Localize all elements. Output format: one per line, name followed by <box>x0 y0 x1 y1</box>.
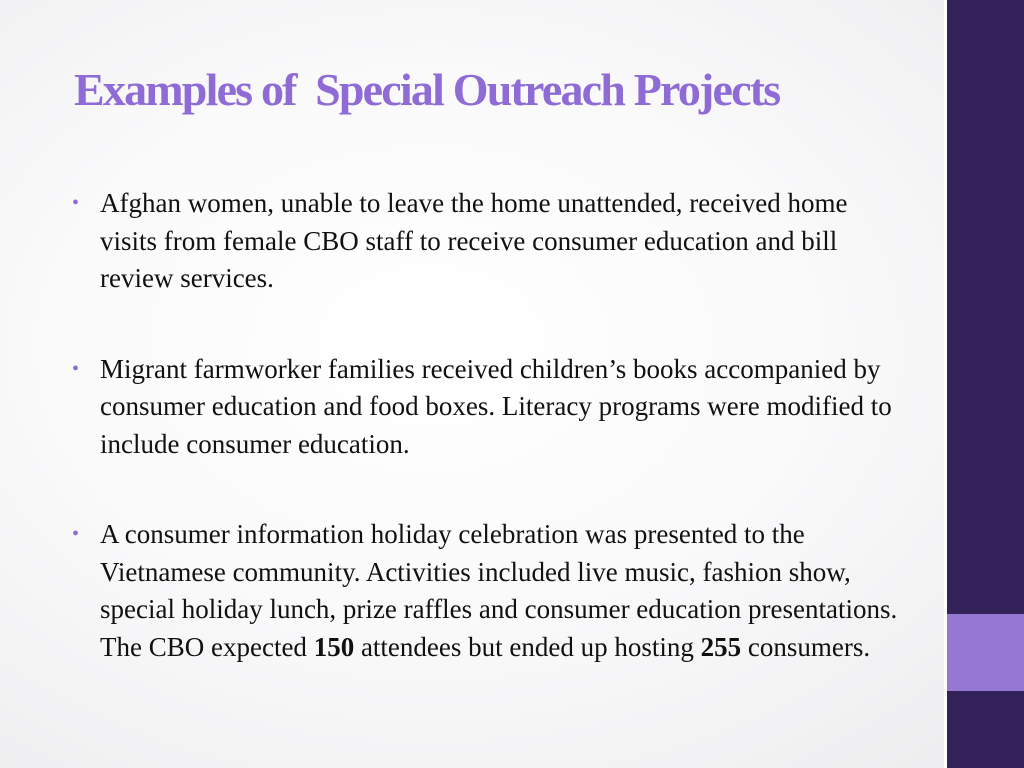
bullet-text-part: consumers. <box>741 631 871 662</box>
bullet-item-migrant-farmworkers <box>70 351 902 464</box>
bullet-text <box>100 519 897 662</box>
bullet-text: Afghan women, unable to leave the home unattended, received home visits from female CBO staff to receive consumer education and bill review services. <box>100 188 848 293</box>
bullet-list <box>70 185 902 719</box>
slide-title: Examples of Special Outreach Projects <box>74 64 780 115</box>
expected-attendees-count: 150 <box>313 631 355 662</box>
bullet-item-holiday-celebration <box>70 516 902 666</box>
bullet-text: Migrant farmworker families received children’s books accompanied by consumer education and food boxes. Literacy programs were modified to include consumer education. <box>100 353 892 459</box>
sidebar-accent-block <box>947 614 1024 691</box>
bullet-dot-icon: • <box>72 357 80 380</box>
bullet-text-part: attendees but ended up hosting <box>354 631 701 662</box>
bullet-dot-icon: • <box>72 523 80 545</box>
bullet-item-afghan-women <box>70 185 902 298</box>
bullet-text-part: A consumer information holiday celebration was presented to the Vietnamese community. Activities included live music, fashion show, special holiday lunch, prize raffles and consumer education presentations. The CBO expected <box>100 519 898 662</box>
bullet-dot-icon: • <box>72 192 80 214</box>
actual-attendees-count: 255 <box>700 631 742 662</box>
